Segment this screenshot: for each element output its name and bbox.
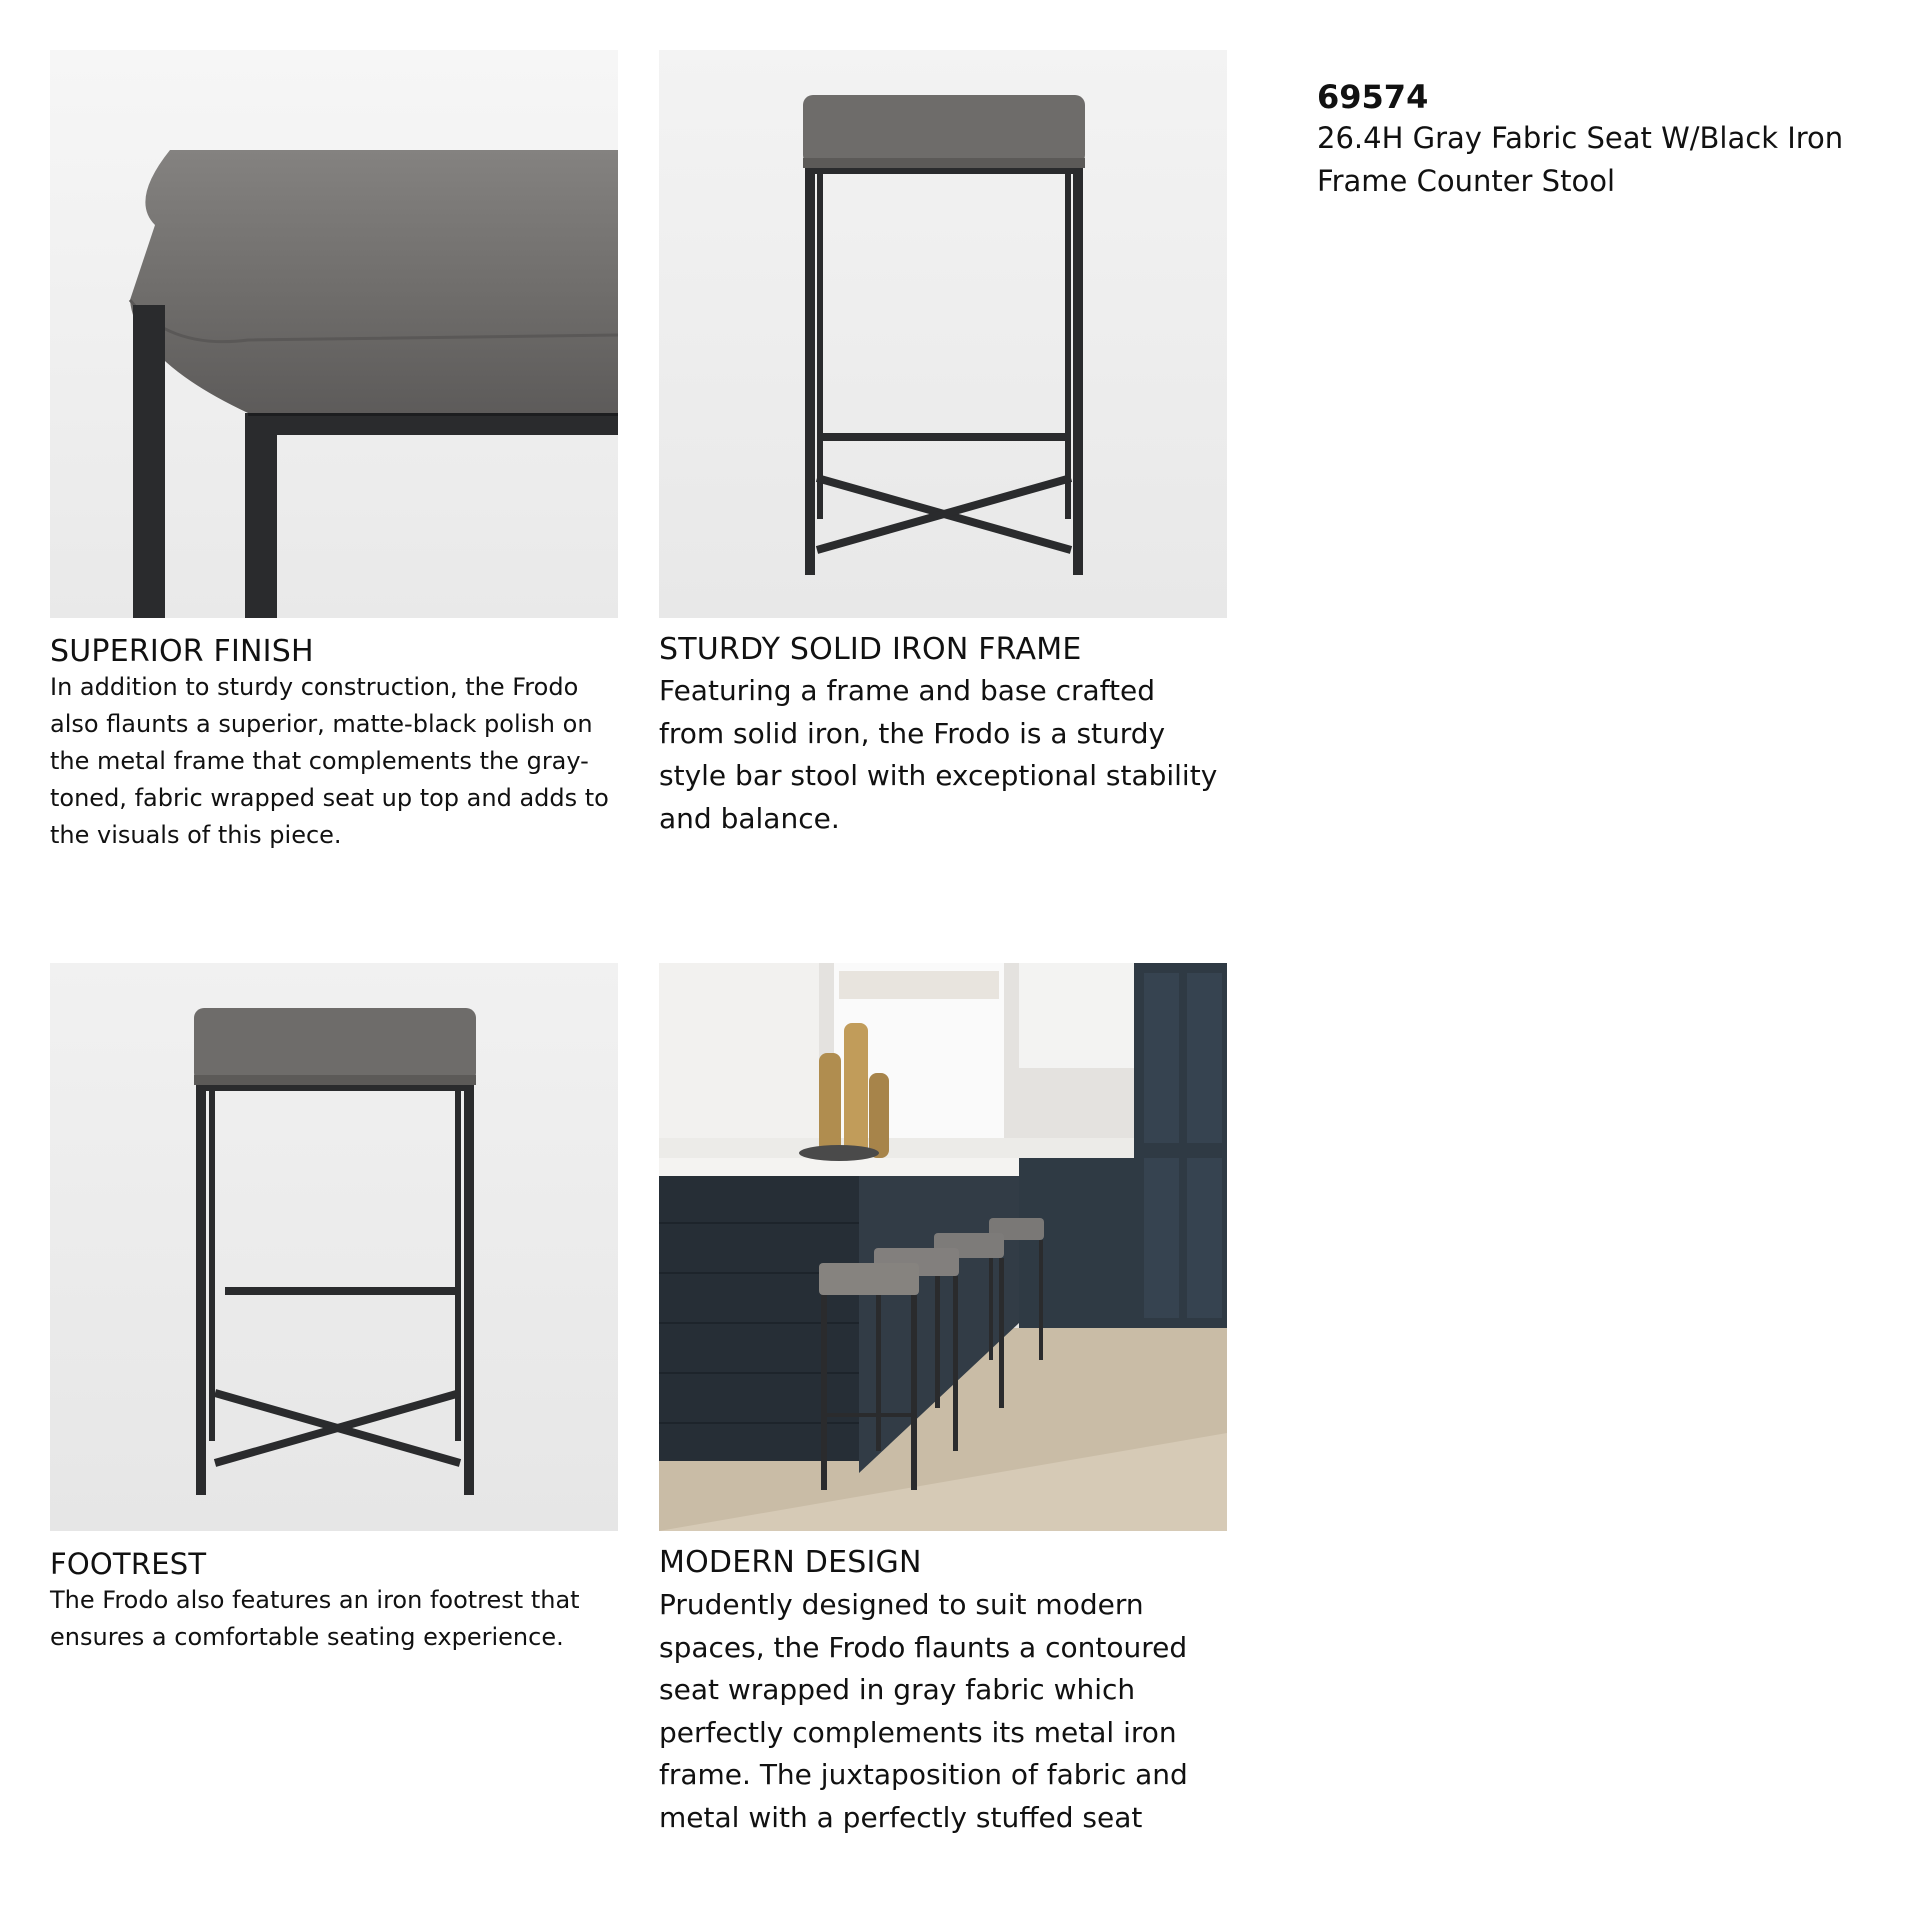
sturdy-frame-photo (659, 50, 1227, 618)
feature-text: Featuring a frame and base crafted from solid iron, the Frodo is a sturdy style bar stool with exceptional stability and balance. (659, 674, 1218, 835)
feature-title: MODERN DESIGN (659, 1545, 922, 1580)
superior-finish-photo (50, 50, 618, 618)
feature-text: The Frodo also features an iron footrest that ensures a comfortable seating experience. (50, 1586, 580, 1651)
product-sku: 69574 (1317, 78, 1429, 116)
feature-title: STURDY SOLID IRON FRAME (659, 632, 1082, 667)
feature-title: SUPERIOR FINISH (50, 634, 314, 669)
modern-design-photo (659, 963, 1227, 1531)
footrest-photo (50, 963, 618, 1531)
feature-text: Prudently designed to suit modern spaces, the Frodo flaunts a contoured seat wrapped in gray fabric which perfectly complements its metal iron frame. The juxtaposition of fabric and metal with a perfectly stuffed seat (659, 1588, 1188, 1834)
feature-text: In addition to sturdy construction, the Frodo also flaunts a superior, matte-black polish on the metal frame that complements the gray-toned, fabric wrapped seat up top and adds to the visuals of this piece. (50, 673, 609, 849)
feature-title: FOOTREST (50, 1547, 207, 1581)
product-description: 26.4H Gray Fabric Seat W/Black Iron Frame Counter Stool (1317, 121, 1844, 198)
